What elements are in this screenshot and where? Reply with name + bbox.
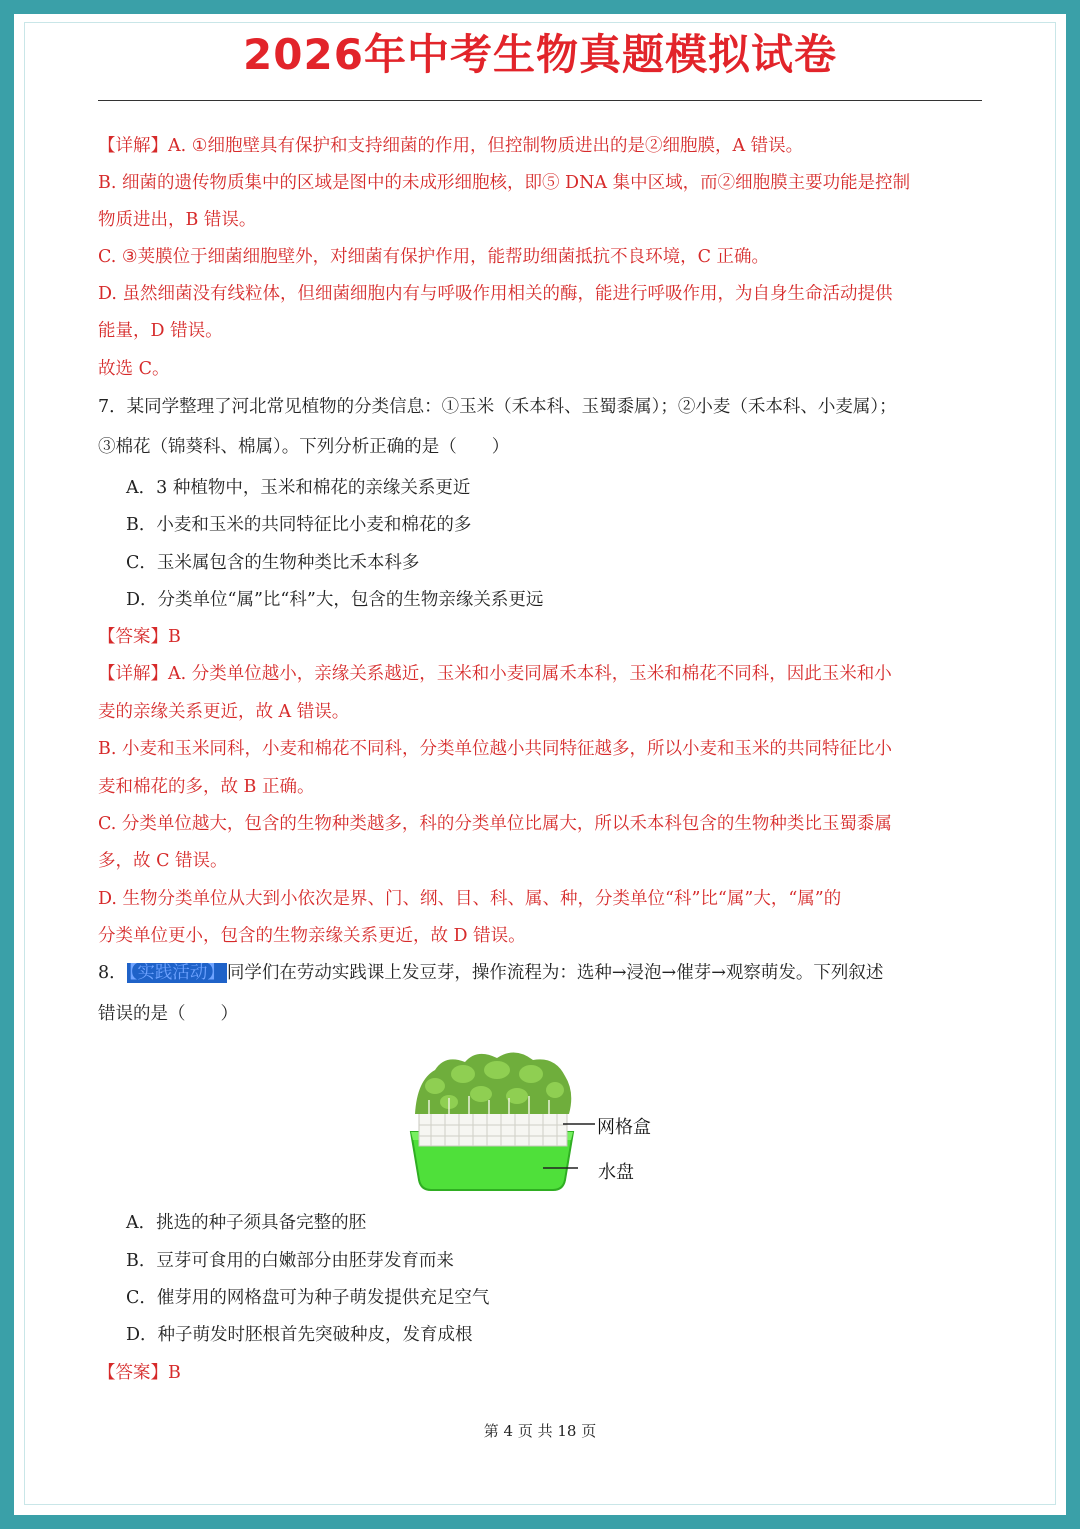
question-7-answer: 【答案】B [98, 627, 181, 647]
explanation-line: 麦的亲缘关系更近，故 A 错误。 [98, 702, 350, 722]
question-7-stem: 7．某同学整理了河北常见植物的分类信息：①玉米（禾本科、玉蜀黍属）；②小麦（禾本科、小麦属）； [98, 397, 897, 417]
explanation-line: B. 细菌的遗传物质集中的区域是图中的未成形细胞核，即⑤ DNA 集中区域，而②细胞膜主要功能是控制 [98, 173, 911, 193]
explanation-line: 麦和棉花的多，故 B 正确。 [98, 777, 315, 797]
explanation-line: 能量，D 错误。 [98, 321, 223, 341]
question-8-stem: 错误的是（ ） [98, 1004, 238, 1024]
explanation-line: C. 分类单位越大，包含的生物种类越多，科的分类单位比属大，所以禾本科包含的生物种类比玉蜀黍属 [98, 814, 892, 834]
question-8-option-a: A．挑选的种子须具备完整的胚 [126, 1213, 367, 1233]
question-8-answer: 【答案】B [98, 1363, 181, 1383]
page-title: 2026年中考生物真题模拟试卷 [243, 30, 837, 79]
explanation-line: B. 小麦和玉米同科，小麦和棉花不同科，分类单位越小共同特征越多，所以小麦和玉米的共同特征比小 [98, 739, 892, 759]
explanation-line: D. 虽然细菌没有线粒体，但细菌细胞内有与呼吸作用相关的酶，能进行呼吸作用，为自身生命活动提供 [98, 284, 893, 304]
question-8-option-c: C．催芽用的网格盘可为种子萌发提供充足空气 [126, 1288, 490, 1308]
practice-activity-tag: 【实践活动】 [128, 963, 225, 983]
question-8-stem-text: 同学们在劳动实践课上发豆芽，操作流程为：选种→浸泡→催芽→观察萌发。下列叙述 [226, 963, 884, 983]
explanation-conclusion: 故选 C。 [98, 359, 170, 379]
explanation-line: 【详解】A. ①细胞壁具有保护和支持细菌的作用，但控制物质进出的是②细胞膜，A 错误。 [98, 136, 804, 156]
explanation-line: C. ③荚膜位于细菌细胞壁外，对细菌有保护作用，能帮助细菌抵抗不良环境，C 正确。 [98, 247, 770, 267]
question-7-option-c: C．玉米属包含的生物种类比禾本科多 [126, 553, 420, 573]
question-8-number: 8． [98, 963, 127, 983]
page-number: 第 4 页 共 18 页 [483, 1422, 597, 1440]
question-8-stem [98, 961, 883, 985]
question-7-option-d: D．分类单位“属”比“科”大，包含的生物亲缘关系更远 [126, 590, 544, 610]
question-8-option-d: D．种子萌发时胚根首先突破种皮，发育成根 [126, 1325, 473, 1345]
question-7-option-a: A．3 种植物中，玉米和棉花的亲缘关系更近 [126, 478, 471, 498]
question-8-option-b: B．豆芽可食用的白嫩部分由胚芽发育而来 [126, 1251, 454, 1271]
explanation-line: 【详解】A. 分类单位越小，亲缘关系越近，玉米和小麦同属禾本科，玉米和棉花不同科，因此玉米和小 [98, 664, 892, 684]
explanation-line: 物质进出，B 错误。 [98, 210, 257, 230]
explanation-line: D. 生物分类单位从大到小依次是界、门、纲、目、科、属、种，分类单位“科”比“属”大，“属”的 [98, 889, 842, 909]
figure-label-water-tray: 水盘 [598, 1162, 634, 1183]
explanation-line: 多，故 C 错误。 [98, 851, 228, 871]
question-7-stem: ③棉花（锦葵科、棉属）。下列分析正确的是（ ） [98, 437, 510, 457]
figure-label-grid-box: 网格盒 [597, 1117, 651, 1138]
sprout-tray-figure [405, 1040, 665, 1200]
question-7-option-b: B．小麦和玉米的共同特征比小麦和棉花的多 [126, 515, 472, 535]
title-divider [98, 100, 982, 101]
explanation-line: 分类单位更小，包含的生物亲缘关系更近，故 D 错误。 [98, 926, 526, 946]
